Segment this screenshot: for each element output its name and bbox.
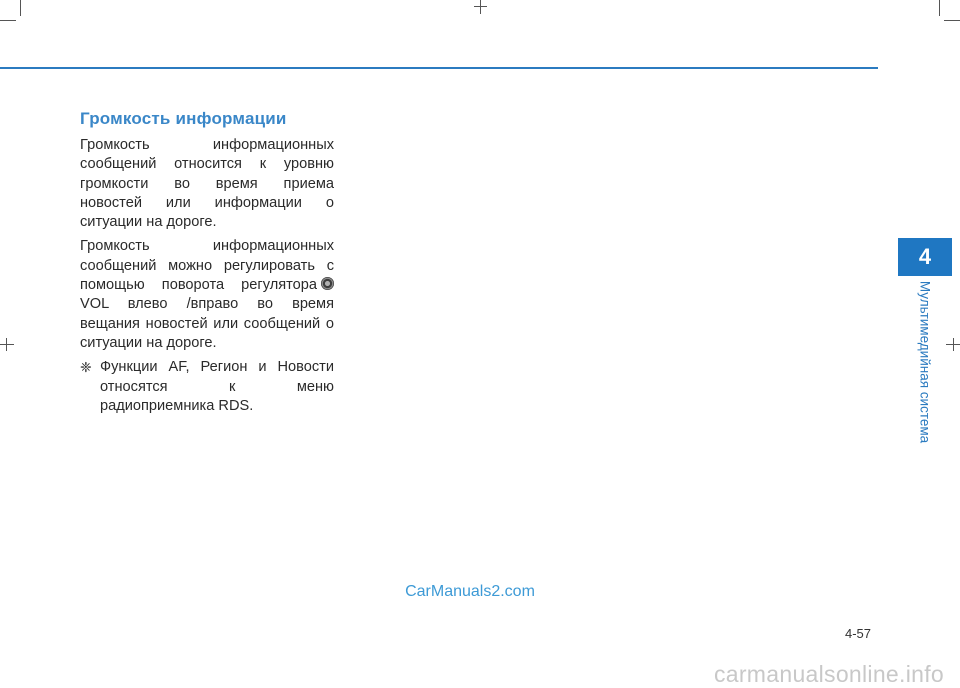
top-rule xyxy=(0,67,878,69)
chapter-tab-number: 4 xyxy=(898,238,952,276)
paragraph-text: VOL влево /вправо во время вещания новостей или сообщений о ситуации на дороге. xyxy=(80,296,334,351)
crop-mark xyxy=(0,20,16,21)
page-number: 4-57 xyxy=(844,626,871,641)
section-title: Громкость информации xyxy=(80,109,287,128)
paragraph-text: Громкость информационных сообщений можно регулировать с помощью поворота регулятора xyxy=(80,238,334,294)
note xyxy=(80,358,334,416)
footer-watermark: carmanualsonline.info xyxy=(0,660,960,688)
crop-mark xyxy=(939,0,940,16)
crop-mark xyxy=(20,0,21,16)
paragraph xyxy=(80,237,334,353)
paragraph: Громкость информационных сообщений относится к уровню громкости во время приема новостей или информации о ситуации на дороге. xyxy=(80,137,334,231)
crop-mark xyxy=(474,6,487,7)
crop-mark xyxy=(480,0,481,14)
crop-mark xyxy=(6,338,7,351)
crop-mark xyxy=(0,344,14,345)
body-column xyxy=(80,136,334,416)
note-text: Функции AF, Регион и Новости относятся к меню радиоприемника RDS. xyxy=(100,359,334,414)
chapter-tab-label: Мультимедийная система xyxy=(917,280,933,444)
knob-icon xyxy=(321,277,334,290)
crop-mark xyxy=(953,338,954,351)
note-mark-icon: ❈ xyxy=(80,359,92,376)
watermark: CarManuals2.com xyxy=(405,583,535,600)
crop-mark xyxy=(944,20,960,21)
